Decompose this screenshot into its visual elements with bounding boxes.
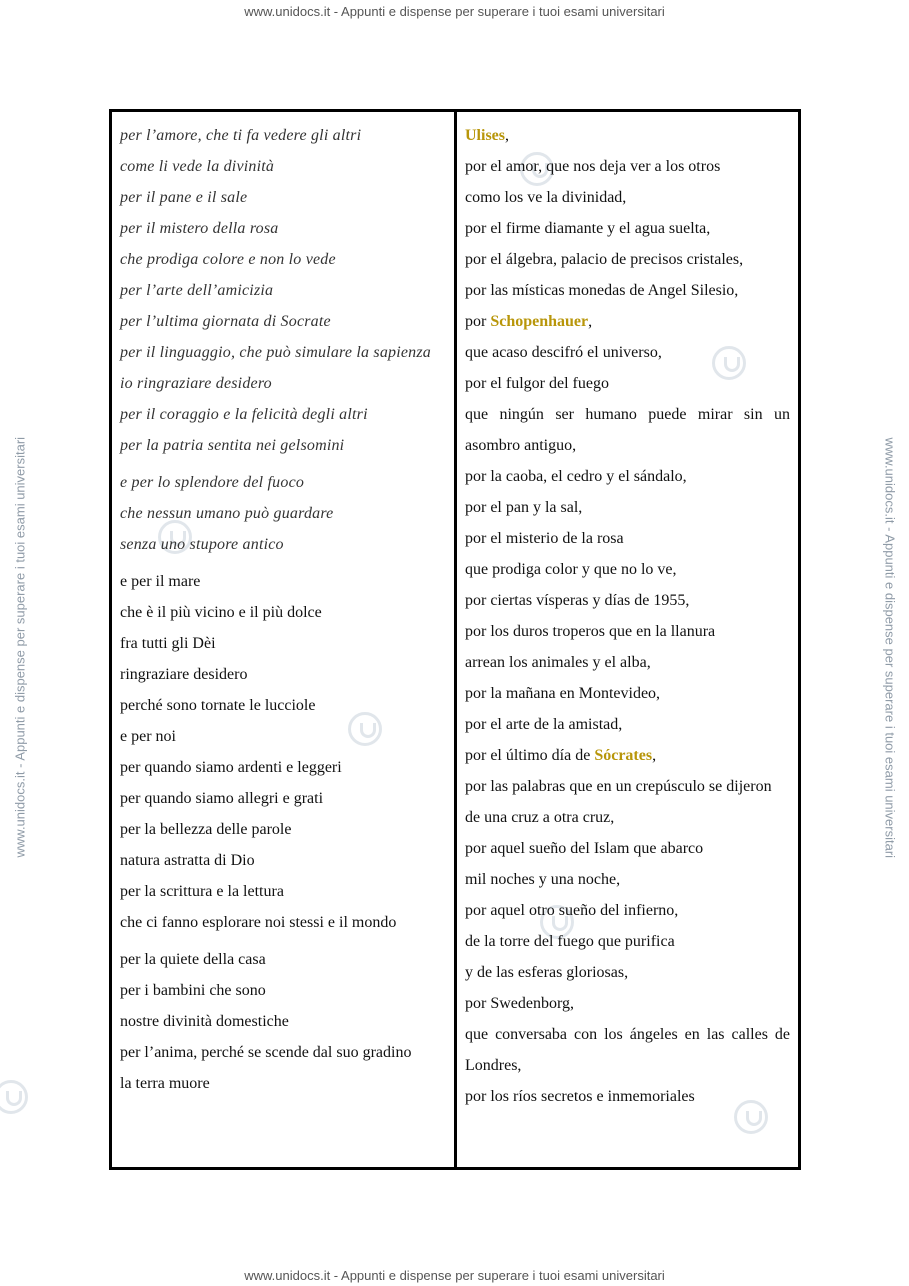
italian-roman-block-1 [120, 566, 447, 938]
punctuation: , [505, 127, 509, 144]
punctuation: , [652, 747, 657, 764]
spanish-line: por aquel otro sueño del infierno, [465, 902, 679, 919]
spanish-line: por los ríos secretos e inmemoriales [465, 1088, 695, 1105]
italian-line: per la quiete della casa [120, 951, 266, 968]
spanish-block-4 [465, 802, 790, 1019]
italian-line: per la bellezza delle parole [120, 821, 292, 838]
italian-line: ringraziare desidero [120, 666, 248, 683]
spanish-line: por la caoba, el cedro y el sándalo, [465, 468, 687, 485]
highlight-socrates: Sócrates [594, 747, 653, 764]
spanish-line [465, 740, 790, 771]
italian-line: che è il più vicino e il più dolce [120, 604, 322, 621]
spanish-line: por el amor, que nos deja ver a los otros [465, 158, 721, 175]
italian-italic-block-3 [120, 467, 447, 560]
italian-italic-block-1 [120, 120, 447, 337]
italian-line: per la patria sentita nei gelsomini [120, 437, 345, 454]
spanish-line: que prodiga color y que no lo ve, [465, 561, 677, 578]
italian-line: per i bambini che sono [120, 982, 266, 999]
spanish-line: por ciertas vísperas y días de 1955, [465, 592, 690, 609]
italian-line: per quando siamo allegri e grati [120, 790, 324, 807]
italian-line: natura astratta di Dio [120, 852, 255, 869]
italian-roman-block-2 [120, 944, 447, 1037]
spanish-line [465, 306, 790, 337]
spanish-block-3 [465, 461, 790, 740]
italian-line: e per lo splendore del fuoco [120, 474, 305, 491]
watermark-top: www.unidocs.it - Appunti e dispense per superare i tuoi esami universitari [244, 4, 665, 19]
italian-line: senza uno stupore antico [120, 536, 284, 553]
italian-line: la terra muore [120, 1075, 210, 1092]
italian-line: per l’ultima giornata di Socrate [120, 313, 331, 330]
italian-line: io ringraziare desidero [120, 375, 272, 392]
spanish-column [457, 112, 798, 1167]
italian-line: per l’arte dell’amicizia [120, 282, 274, 299]
italian-line: che prodiga colore e non lo vede [120, 251, 336, 268]
italian-line: per il pane e il sale [120, 189, 248, 206]
unidocs-logo-icon [0, 1080, 28, 1114]
spanish-line: que ningún ser humano puede mirar sin un asombro antiguo, [465, 406, 790, 454]
italian-line: per il coraggio e la felicità degli altri [120, 406, 368, 423]
spanish-line: por las palabras que en un crepúsculo se dijeron [465, 778, 772, 795]
spanish-line: por los duros troperos que en la llanura [465, 623, 716, 640]
spanish-line: por el pan y la sal, [465, 499, 583, 516]
italian-line: per la scrittura e la lettura [120, 883, 284, 900]
italian-line: che nessun umano può guardare [120, 505, 334, 522]
spanish-line: por Swedenborg, [465, 995, 575, 1012]
watermark-left: www.unidocs.it - Appunti e dispense per superare i tuoi esami universitari [12, 436, 28, 858]
spanish-line: por las místicas monedas de Angel Silesio, [465, 282, 739, 299]
spanish-block-2 [465, 337, 790, 399]
spanish-line: como los ve la divinidad, [465, 189, 627, 206]
spanish-line: de la torre del fuego que purifica [465, 933, 675, 950]
italian-line: per quando siamo ardenti e leggeri [120, 759, 342, 776]
italian-line: per l’amore, che ti fa vedere gli altri [120, 127, 362, 144]
italian-line: perché sono tornate le lucciole [120, 697, 316, 714]
spanish-line: que conversaba con los ángeles en las calles de Londres, [465, 1026, 790, 1074]
spanish-line: mil noches y una noche, [465, 871, 621, 888]
spanish-line: por el arte de la amistad, [465, 716, 623, 733]
italian-line: nostre divinità domestiche [120, 1013, 289, 1030]
spanish-line: por la mañana en Montevideo, [465, 685, 661, 702]
text: por [465, 313, 491, 330]
punctuation: , [588, 313, 593, 330]
spanish-line [465, 120, 790, 151]
watermark-bottom: www.unidocs.it - Appunti e dispense per superare i tuoi esami universitari [244, 1268, 665, 1283]
italian-line: per il linguaggio, che può simulare la sapienza [120, 344, 432, 361]
spanish-line: por el misterio de la rosa [465, 530, 624, 547]
italian-line: per l’anima, perché se scende dal suo gradino [120, 1044, 412, 1061]
spanish-line: por el firme diamante y el agua suelta, [465, 220, 711, 237]
italian-column [112, 112, 457, 1167]
italian-italic-block-2 [120, 368, 447, 461]
italian-line: e per noi [120, 728, 176, 745]
highlight-ulises: Ulises [465, 127, 505, 144]
spanish-line: por el álgebra, palacio de precisos cristales, [465, 251, 744, 268]
spanish-line: por el fulgor del fuego [465, 375, 609, 392]
poem-table [109, 109, 801, 1170]
italian-line: fra tutti gli Dèi [120, 635, 216, 652]
spanish-block-1 [465, 151, 790, 306]
italian-line: che ci fanno esplorare noi stessi e il mondo [120, 914, 397, 931]
italian-line: per il mistero della rosa [120, 220, 279, 237]
spanish-line: que acaso descifró el universo, [465, 344, 662, 361]
watermark-right: www.unidocs.it - Appunti e dispense per superare i tuoi esami universitari [882, 437, 898, 859]
spanish-line: de una cruz a otra cruz, [465, 809, 615, 826]
spanish-line: por aquel sueño del Islam que abarco [465, 840, 704, 857]
spanish-line: y de las esferas gloriosas, [465, 964, 629, 981]
spanish-line: arrean los animales y el alba, [465, 654, 651, 671]
highlight-schopenhauer: Schopenhauer [490, 313, 589, 330]
italian-line: come li vede la divinità [120, 158, 275, 175]
text: por el último día de [465, 747, 595, 764]
italian-line: e per il mare [120, 573, 201, 590]
